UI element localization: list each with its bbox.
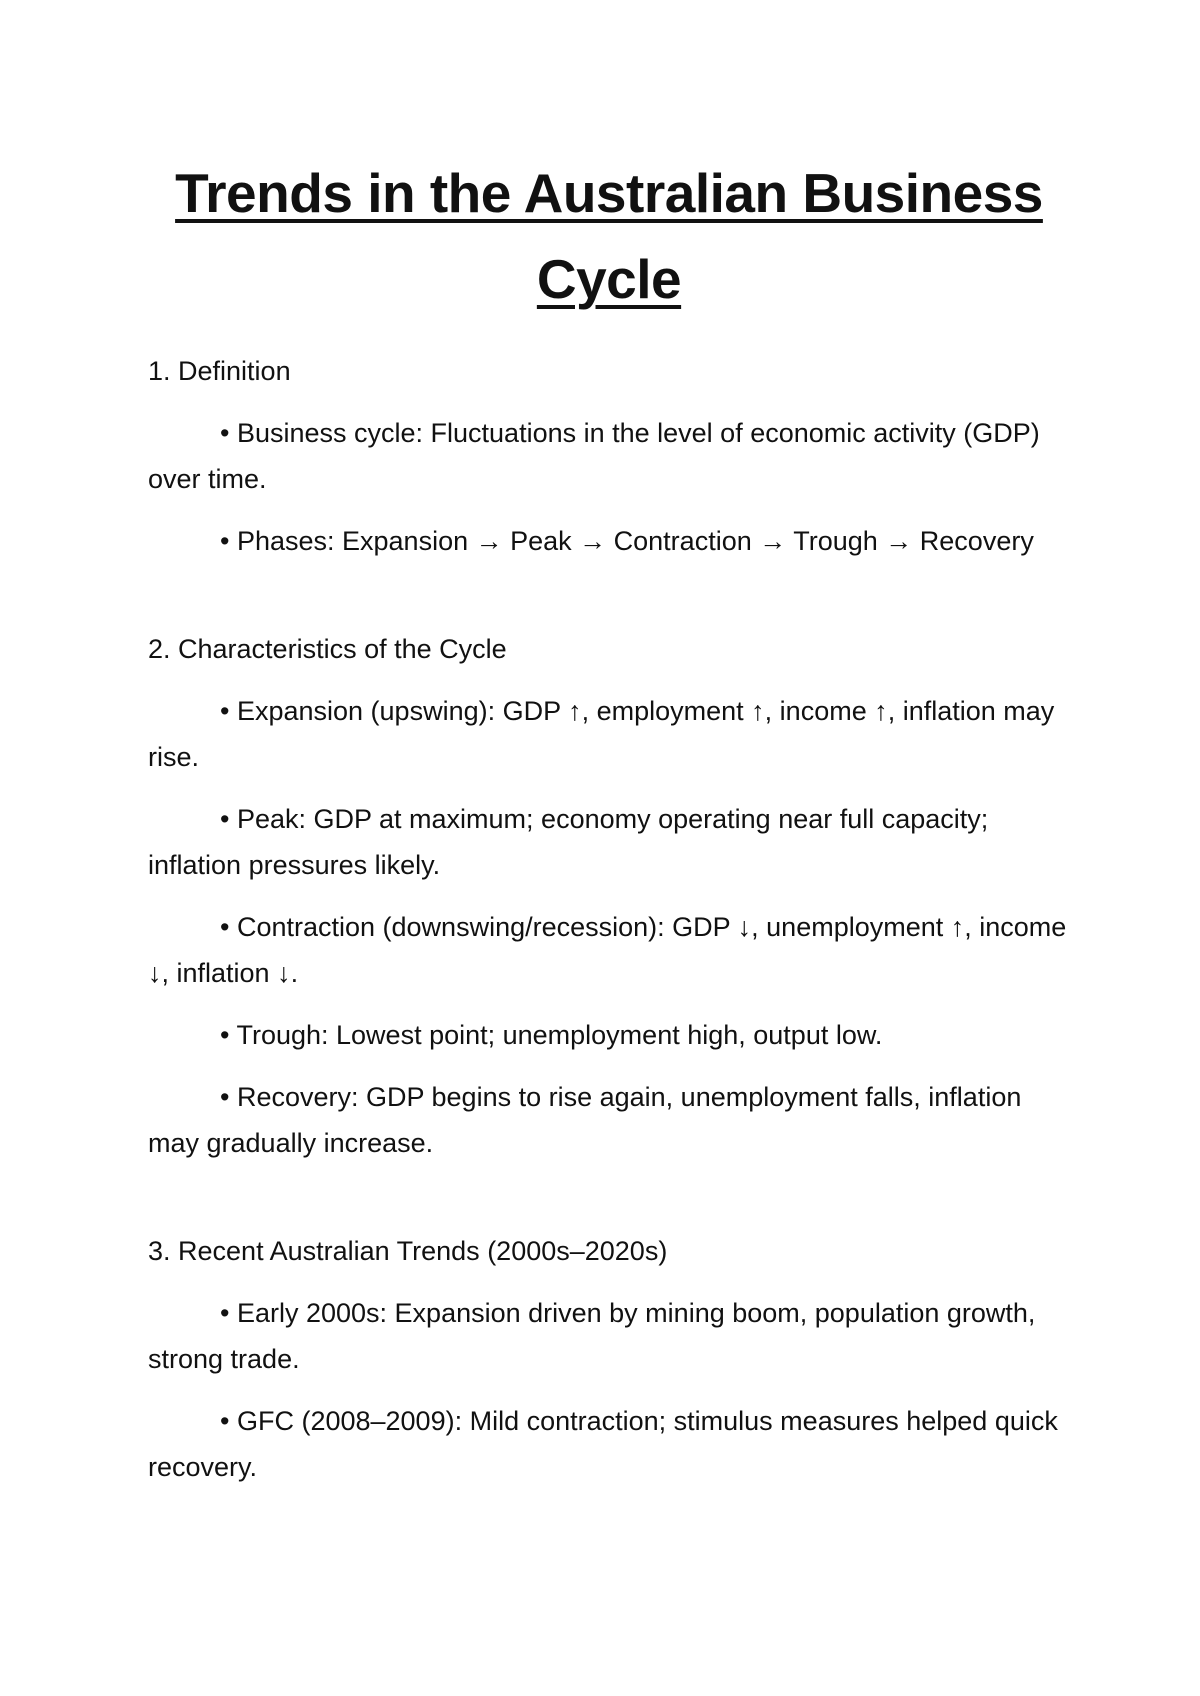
section-heading: 3. Recent Australian Trends (2000s–2020s) <box>148 1236 668 1266</box>
bullet-item: • Phases: Expansion → Peak → Contraction → Trough → Recovery <box>220 526 1034 556</box>
bullet-item: • Business cycle: Fluctuations in the level of economic activity (GDP) over time. <box>148 418 1040 494</box>
bullet-item: • Trough: Lowest point; unemployment high, output low. <box>220 1020 883 1050</box>
bullet-item: • Early 2000s: Expansion driven by mining boom, population growth, strong trade. <box>148 1298 1036 1374</box>
section-definition <box>148 348 1070 564</box>
section-heading: 2. Characteristics of the Cycle <box>148 634 507 664</box>
bullet-item: • GFC (2008–2009): Mild contraction; stimulus measures helped quick recovery. <box>148 1406 1058 1482</box>
section-recent-trends <box>148 1228 1070 1490</box>
bullet-item: • Contraction (downswing/recession): GDP ↓, unemployment ↑, income ↓, inflation ↓. <box>148 912 1067 988</box>
section-heading: 1. Definition <box>148 356 291 386</box>
document-title: Trends in the Australian Business Cycle <box>175 162 1043 310</box>
bullet-item: • Recovery: GDP begins to rise again, unemployment falls, inflation may gradually increase. <box>148 1082 1022 1158</box>
bullet-item: • Expansion (upswing): GDP ↑, employment ↑, income ↑, inflation may rise. <box>148 696 1055 772</box>
bullet-item: • Peak: GDP at maximum; economy operating near full capacity; inflation pressures likely. <box>148 804 989 880</box>
section-characteristics <box>148 626 1070 1166</box>
